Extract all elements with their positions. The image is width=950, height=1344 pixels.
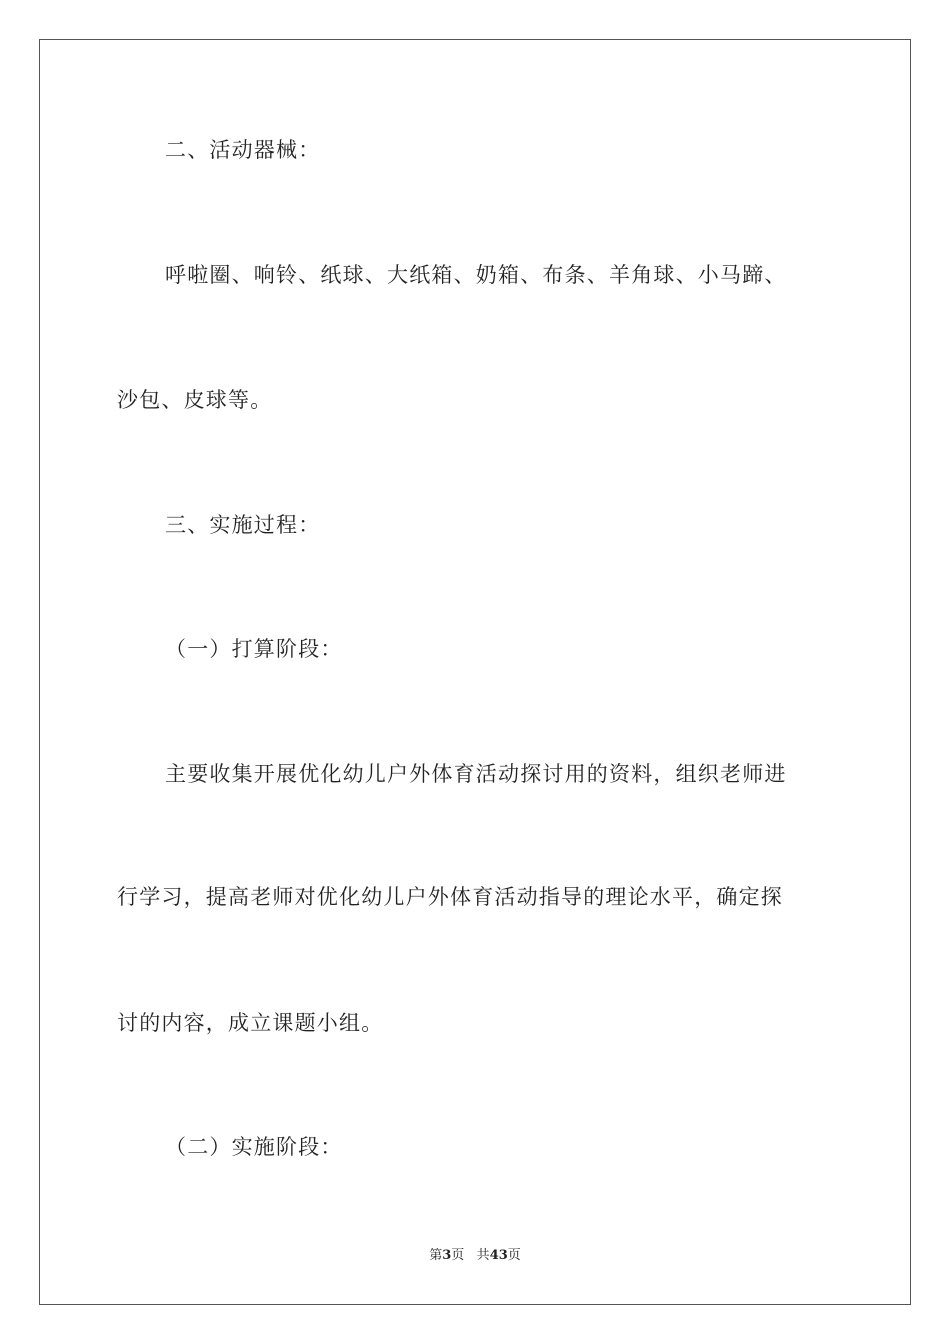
paragraph-line: 讨的内容，成立课题小组。 <box>117 1011 384 1035</box>
subsection-heading-implementation: （二）实施阶段： <box>165 1135 343 1159</box>
page-suffix: 页 <box>451 1248 465 1263</box>
total-pages: 43 <box>489 1248 508 1263</box>
paragraph-line: 行学习，提高老师对优化幼儿户外体育活动指导的理论水平，确定探 <box>117 885 783 909</box>
section-heading-equipment: 二、活动器械： <box>165 138 321 162</box>
subsection-heading-planning: （一）打算阶段： <box>165 637 343 661</box>
total-prefix: 共 <box>476 1248 490 1263</box>
paragraph-line: 呼啦圈、响铃、纸球、大纸箱、奶箱、布条、羊角球、小马蹄、 <box>165 263 787 287</box>
total-suffix: 页 <box>507 1248 521 1263</box>
page-prefix: 第 <box>429 1248 443 1263</box>
page-number: 3 <box>442 1248 452 1263</box>
paragraph-line: 主要收集开展优化幼儿户外体育活动探讨用的资料，组织老师进 <box>165 762 787 786</box>
page-footer <box>0 1247 950 1265</box>
section-heading-process: 三、实施过程： <box>165 513 321 537</box>
page-frame <box>39 39 911 1305</box>
paragraph-line: 沙包、皮球等。 <box>117 388 273 412</box>
